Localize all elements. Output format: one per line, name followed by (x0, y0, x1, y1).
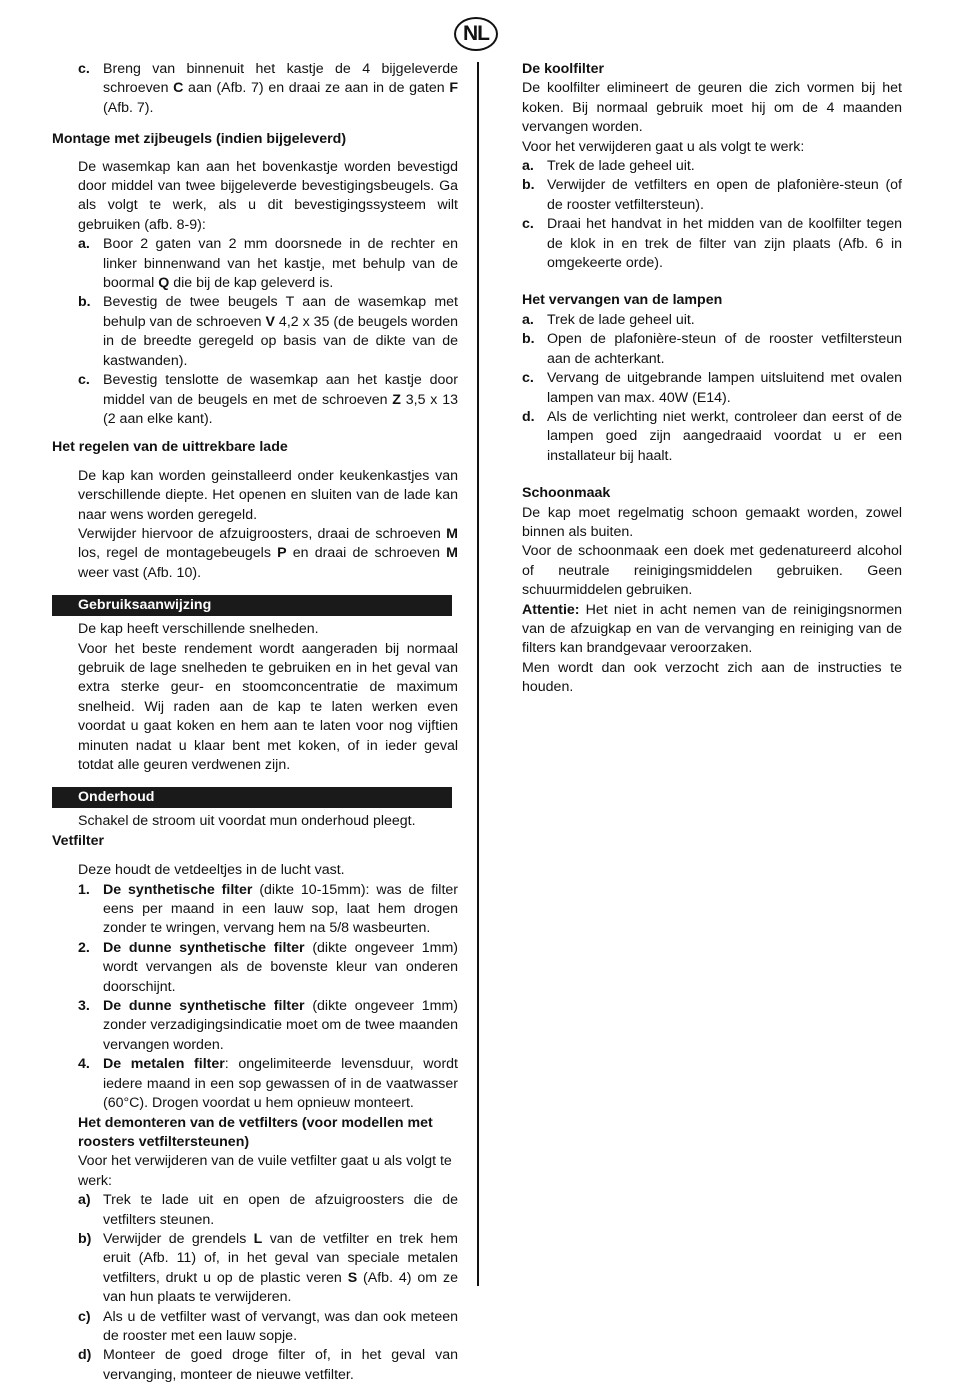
montage-step-b: b. Bevestig de twee beugels T aan de wasemkap met behulp van de schroeven V 4,2 x 35 (de beugels worden in de breedte geregeld op basis van de dikte van de kastwanden). (78, 294, 459, 369)
regelen-heading: Het regelen van de uittrekbare lade (52, 439, 288, 456)
regelen-section (52, 467, 458, 583)
lampen-step-b: b. Open de plafonière-steun of de rooster vetfiltersteun aan de achterkant. (522, 331, 902, 367)
gebruik-section (52, 620, 458, 775)
regelen-p1: De kap kan worden geinstalleerd onder keukenkastjes van verschillende diepte. Het openen en sluiten van de lade kan naar wens worden geregeld. (78, 467, 458, 523)
schoonmaak-p2: Voor de schoonmaak een doek met gedenatureerd alcohol of neutrale reinigingsmiddelen gebruiken. Geen schuurmiddelen gebruiken. (522, 543, 902, 599)
koolfilter-step-b: b. Verwijder de vetfilters en open de plafonière-steun (of de rooster vetfiltersteun). (522, 177, 902, 213)
vetfilter-item-1: 1. De synthetische filter (dikte 10-15mm): was de filter eens per maand in een lauw sop, laat hem drogen zonder te wringen, vervang hem na 5/8 wasbeurten. (78, 881, 459, 937)
demonteren-step-a: a) Trek te lade uit en open de afzuigroosters die de vetfilters steunen. (78, 1192, 458, 1228)
vetfilter-intro: Deze houdt de vetdeeltjes in de lucht vast. (78, 862, 345, 879)
regelen-p2: Verwijder hiervoor de afzuigroosters, draai de schroeven M los, regel de montagebeugels P en draai de schroeven M weer vast (Afb. 10). (78, 525, 458, 581)
koolfilter-p1: De koolfilter elimineert de geuren die zich vormen bij het koken. Bij normaal gebruik moet hij om de 4 maanden vervangen worden. (522, 80, 902, 136)
language-badge: NL (454, 17, 498, 51)
vetfilter-item-3: 3. De dunne synthetische filter (dikte ongeveer 1mm) zonder verzadigingsindicatie moet om de twee maanden vervangen worden. (78, 998, 458, 1053)
demonteren-intro: Voor het verwijderen van de vuile vetfilter gaat u als volgt te werk: (78, 1153, 452, 1189)
lampen-step-a: a. Trek de lade geheel uit. (522, 311, 695, 328)
onderhoud-section-bar: Onderhoud (52, 787, 452, 808)
intro-step-c (52, 60, 458, 118)
vetfilter-section (52, 861, 458, 1385)
demonteren-step-b: b) Verwijder de grendels L van de vetfilter en trek hem eruit (Afb. 11) of, in het geval van speciale metalen vetfilters, drukt u op de plastic veren S (Afb. 4) om ze van hun plaats te verwijderen. (78, 1230, 458, 1306)
montage-step-a: a. Boor 2 gaten van 2 mm doorsnede in de rechter en linker binnenwand van het kastje, met behulp van de boormal Q die bij de kap geleverd is. (78, 236, 458, 292)
schoonmaak-p1: De kap moet regelmatig schoon gemaakt worden, zowel binnen als buiten. (522, 504, 902, 540)
vetfilter-item-2: 2. De dunne synthetische filter (dikte ongeveer 1mm) wordt vervangen als de bovenste kleur van onderen doorschijnt. (78, 939, 458, 995)
lampen-step-c: c. Vervang de uitgebrande lampen uitsluitend met ovalen lampen van max. 40W (E14). (522, 370, 902, 406)
montage-intro: De wasemkap kan aan het bovenkastje worden bevestigd door middel van twee bijgeleverde bevestigingsbeugels. Ga als volgt te werk, als u dit bevestigingssysteem wilt gebruiken (afb. 8-9): (78, 158, 458, 233)
lampen-step-d: d. Als de verlichting niet werkt, controleer dan eerst of de lampen goed zijn aangedraaid voordat u er een installateur bij haalt. (522, 408, 902, 464)
schoonmaak-attentie: Attentie: Het niet in acht nemen van de reinigingsnormen van de afzuigkap en van de vervanging en reiniging van de filters kan brandgevaar veroorzaken. (522, 601, 902, 657)
demonteren-step-d: d) Monteer de goed droge filter of, in het geval van vervanging, monteer de nieuwe vetfilter. (78, 1347, 458, 1383)
onderhoud-p1: Schakel de stroom uit voordat mun onderhoud pleegt. (78, 813, 416, 830)
step-marker: c. (78, 61, 90, 77)
right-column (522, 60, 902, 698)
koolfilter-heading: De koolfilter (522, 61, 604, 77)
koolfilter-p2: Voor het verwijderen gaat u als volgt te werk: (522, 138, 805, 155)
gebruik-p1: De kap heeft verschillende snelheden. (78, 621, 319, 638)
schoonmaak-p3: Men wordt dan ook verzocht zich aan de instructies te houden. (522, 659, 902, 696)
lampen-heading: Het vervangen van de lampen (522, 292, 723, 309)
gebruik-p2: Voor het beste rendement wordt aangeraden bij normaal gebruik de lage snelheden te gebruiken en in het geval van extra sterke geur- en stoomconcentratie de maximum snelheid. Wij raden aan de kap te laten werken even voordat u gaat koken en hem aan te laten voor nog vijftien minuten nadat u klaar bent met koken, of in ieder geval totdat alle geuren verdwenen zijn. (78, 640, 458, 773)
gebruik-section-bar: Gebruiksaanwijzing (52, 595, 452, 616)
column-divider (477, 62, 479, 1286)
montage-section (52, 158, 458, 430)
schoonmaak-heading: Schoonmaak (522, 485, 611, 502)
demonteren-heading: Het demonteren van de vetfilters (voor modellen met roosters vetfiltersteunen) (78, 1114, 433, 1150)
montage-heading: Montage met zijbeugels (indien bijgeleverd) (52, 131, 347, 148)
koolfilter-step-a: a. Trek de lade geheel uit. (522, 158, 695, 175)
vetfilter-heading: Vetfilter (52, 832, 105, 849)
koolfilter-step-c: c. Draai het handvat in het midden van de koolfilter tegen de klok in en trek de filter van zijn plaats (Afb. 6 in omgekeerte orde). (522, 216, 902, 272)
vetfilter-item-4: 4. De metalen filter: ongelimiteerde levensduur, wordt iedere maand in een sop gewassen of in de vaatwasser (60°C). Drogen voordat u hem opnieuw monteert. (78, 1056, 458, 1112)
demonteren-step-c: c) Als u de vetfilter wast of vervangt, was dan ook meteen de rooster met een lauw sopje. (78, 1308, 458, 1344)
left-column (52, 60, 458, 1385)
montage-step-c: c. Bevestig tenslotte de wasemkap aan het kastje door middel van de beugels en met de schroeven Z 3,5 x 13 (2 aan elke kant). (78, 372, 458, 427)
step-text: Breng van binnenuit het kastje de 4 bijgeleverde schroeven C aan (Afb. 7) en draai ze aan in de gaten F (Afb. 7). (103, 61, 459, 116)
